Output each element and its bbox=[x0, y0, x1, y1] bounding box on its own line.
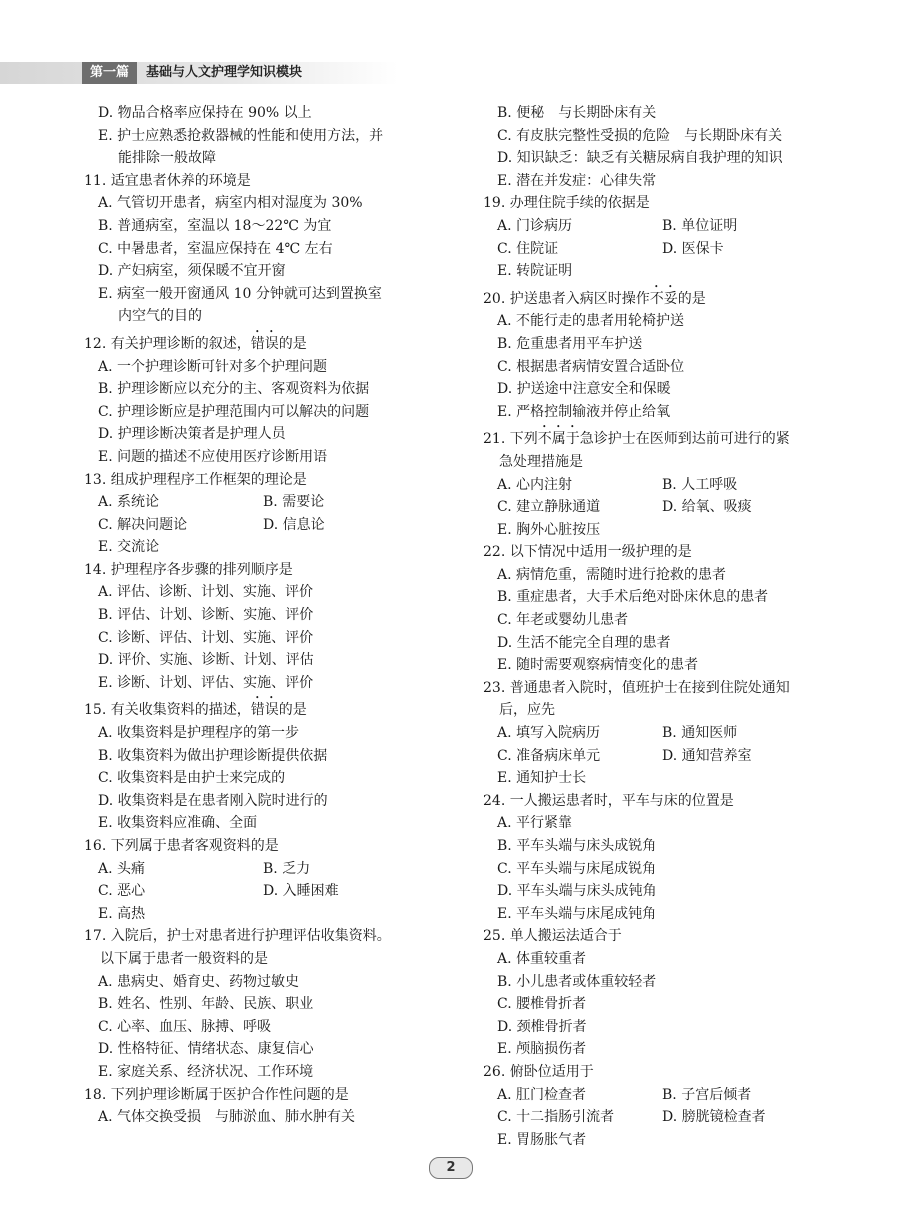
option: C. 腰椎骨折者 bbox=[497, 996, 587, 1013]
option: D. 通知营养室 bbox=[662, 747, 752, 764]
page-header bbox=[0, 62, 398, 84]
stem-continuation: 以下属于患者一般资料的是 bbox=[100, 950, 268, 967]
option: A. 一个护理诊断可针对多个护理问题 bbox=[98, 358, 328, 375]
option: C. 解决问题论 bbox=[98, 516, 188, 533]
question-24 bbox=[483, 790, 813, 926]
emphasis-text: 错误 bbox=[250, 335, 279, 352]
option: D. 膀胱镜检查者 bbox=[662, 1109, 766, 1126]
left-column bbox=[84, 102, 414, 1129]
option: A. 头痛 bbox=[98, 860, 146, 877]
option: C. 护理诊断应是护理范围内可以解决的问题 bbox=[98, 403, 370, 420]
question-19 bbox=[483, 192, 813, 282]
question-22 bbox=[483, 541, 813, 677]
option: A. 评估、诊断、计划、实施、评价 bbox=[98, 584, 314, 601]
option: D. 入睡困难 bbox=[263, 883, 339, 900]
option: E. 平车头端与床尾成钝角 bbox=[497, 905, 657, 922]
question-stem: 17. 入院后，护士对患者进行护理评估收集资料。 bbox=[84, 928, 391, 945]
option: B. 普通病室，室温以 18～22℃ 为宜 bbox=[98, 217, 332, 234]
option: B. 姓名、性别、年龄、民族、职业 bbox=[98, 996, 314, 1013]
option: A. 不能行走的患者用轮椅护送 bbox=[497, 313, 685, 330]
question-stem: 15. 有关收集资料的描述，错误的是 bbox=[84, 702, 307, 719]
question-stem: 23. 普通患者入院时，值班护士在接到住院处通知 bbox=[483, 679, 790, 696]
option: D. 物品合格率应保持在 90% 以上 bbox=[98, 105, 312, 121]
option: C. 准备病床单元 bbox=[497, 747, 601, 764]
option: B. 护理诊断应以充分的主、客观资料为依据 bbox=[98, 381, 370, 398]
option: B. 评估、计划、诊断、实施、评价 bbox=[98, 607, 314, 624]
question-21 bbox=[483, 423, 813, 541]
option: E. 转院证明 bbox=[497, 263, 573, 280]
option: E. 护士应熟悉抢救器械的性能和使用方法，并 bbox=[98, 127, 384, 144]
option: C. 根据患者病情安置合适卧位 bbox=[497, 358, 685, 375]
page-number: 2 bbox=[429, 1157, 473, 1179]
option: D. 颈椎骨折者 bbox=[497, 1018, 587, 1035]
option: A. 平行紧靠 bbox=[497, 815, 573, 832]
option: A. 病情危重，需随时进行抢救的患者 bbox=[497, 566, 727, 583]
option: B. 小儿患者或体重较轻者 bbox=[497, 973, 657, 990]
question-14 bbox=[84, 559, 414, 695]
option: A. 收集资料是护理程序的第一步 bbox=[98, 725, 300, 742]
option: A. 患病史、婚育史、药物过敏史 bbox=[98, 973, 300, 990]
option: A. 肛门检查者 bbox=[497, 1086, 587, 1103]
stem-continuation: 后，应先 bbox=[499, 702, 555, 719]
option: C. 诊断、评估、计划、实施、评价 bbox=[98, 629, 314, 646]
option: A. 气管切开患者，病室内相对湿度为 30% bbox=[98, 195, 363, 212]
option: E. 随时需要观察病情变化的患者 bbox=[497, 657, 699, 674]
option: E. 颅脑损伤者 bbox=[497, 1041, 587, 1058]
option: C. 有皮肤完整性受损的危险 与长期卧床有关 bbox=[497, 127, 783, 144]
question-stem: 22. 以下情况中适用一级护理的是 bbox=[483, 544, 692, 561]
option: B. 需要论 bbox=[263, 494, 325, 511]
option: C. 中暑患者，室温应保持在 4℃ 左右 bbox=[98, 240, 333, 257]
question-stem: 26. 俯卧位适用于 bbox=[483, 1063, 594, 1080]
option: E. 高热 bbox=[98, 905, 146, 922]
option: D. 知识缺乏：缺乏有关糖尿病自我护理的知识 bbox=[497, 150, 783, 167]
option: A. 门诊病历 bbox=[497, 217, 573, 234]
option: A. 体重较重者 bbox=[497, 950, 587, 967]
option: E. 严格控制输液并停止给氧 bbox=[497, 403, 671, 420]
option: D. 平车头端与床头成钝角 bbox=[497, 883, 657, 900]
option: B. 单位证明 bbox=[662, 217, 738, 234]
emphasis-text: 不妥 bbox=[649, 290, 678, 307]
question-stem: 20. 护送患者入病区时操作不妥的是 bbox=[483, 290, 706, 307]
option: C. 恶心 bbox=[98, 883, 146, 900]
question-15 bbox=[84, 694, 414, 835]
option: A. 心内注射 bbox=[497, 476, 573, 493]
option: E. 胸外心脏按压 bbox=[497, 521, 601, 538]
section-label: 第一篇 bbox=[82, 62, 137, 84]
question-25 bbox=[483, 925, 813, 1061]
option: B. 危重患者用平车护送 bbox=[497, 335, 643, 352]
option: E. 病室一般开窗通风 10 分钟就可达到置换室 bbox=[98, 285, 382, 302]
option: D. 给氧、吸痰 bbox=[662, 499, 752, 516]
emphasis-text: 不属于 bbox=[537, 431, 580, 448]
question-11 bbox=[84, 170, 414, 328]
question-13 bbox=[84, 469, 414, 559]
option: C. 住院证 bbox=[497, 240, 559, 257]
option: E. 胃肠胀气者 bbox=[497, 1131, 587, 1148]
stem-continuation: 急处理措施是 bbox=[499, 453, 583, 470]
option: C. 平车头端与床尾成锐角 bbox=[497, 860, 657, 877]
option: C. 收集资料是由护士来完成的 bbox=[98, 770, 286, 787]
option: D. 信息论 bbox=[263, 516, 325, 533]
option: D. 护理诊断决策者是护理人员 bbox=[98, 426, 286, 443]
option: B. 子宫后倾者 bbox=[662, 1086, 752, 1103]
option: E. 问题的描述不应使用医疗诊断用语 bbox=[98, 448, 328, 465]
question-12 bbox=[84, 328, 414, 469]
option: B. 通知医师 bbox=[662, 725, 738, 742]
question-18 bbox=[84, 1084, 414, 1129]
option: C. 建立静脉通道 bbox=[497, 499, 601, 516]
option: E. 诊断、计划、评估、实施、评价 bbox=[98, 674, 314, 691]
question-stem: 16. 下列属于患者客观资料的是 bbox=[84, 838, 279, 854]
option: C. 十二指肠引流者 bbox=[497, 1109, 615, 1126]
question-20 bbox=[483, 283, 813, 424]
option: A. 系统论 bbox=[98, 494, 160, 511]
option: B. 重症患者，大手术后绝对卧床休息的患者 bbox=[497, 589, 769, 606]
option: B. 人工呼吸 bbox=[662, 476, 738, 493]
question-stem: 14. 护理程序各步骤的排列顺序是 bbox=[84, 561, 293, 578]
question-18-tail bbox=[483, 102, 813, 192]
question-stem: 11. 适宜患者休养的环境是 bbox=[84, 172, 251, 189]
option: E. 家庭关系、经济状况、工作环境 bbox=[98, 1063, 314, 1080]
question-stem: 19. 办理住院手续的依据是 bbox=[483, 195, 650, 212]
option: B. 平车头端与床头成锐角 bbox=[497, 838, 657, 854]
option: D. 评价、实施、诊断、计划、评估 bbox=[98, 652, 314, 669]
option: A. 填写入院病历 bbox=[497, 725, 601, 742]
option: D. 生活不能完全自理的患者 bbox=[497, 634, 671, 651]
question-23 bbox=[483, 677, 813, 790]
question-16 bbox=[84, 835, 414, 925]
option: C. 心率、血压、脉搏、呼吸 bbox=[98, 1018, 272, 1035]
option: D. 护送途中注意安全和保暖 bbox=[497, 381, 671, 398]
option: B. 便秘 与长期卧床有关 bbox=[497, 105, 657, 121]
question-10-tail bbox=[84, 102, 414, 170]
option: C. 年老或婴幼儿患者 bbox=[497, 612, 629, 629]
emphasis-text: 错误 bbox=[250, 702, 279, 719]
option: E. 交流论 bbox=[98, 539, 160, 556]
option: D. 产妇病室，须保暖不宜开窗 bbox=[98, 263, 286, 280]
question-17 bbox=[84, 925, 414, 1083]
right-column bbox=[483, 102, 813, 1151]
question-stem: 21. 下列不属于急诊护士在医师到达前可进行的紧 bbox=[483, 431, 790, 448]
option-continuation: 能排除一般故障 bbox=[118, 150, 216, 167]
question-26 bbox=[483, 1061, 813, 1151]
question-stem: 18. 下列护理诊断属于医护合作性问题的是 bbox=[84, 1086, 349, 1103]
option: E. 通知护士长 bbox=[497, 770, 587, 787]
option: D. 医保卡 bbox=[662, 240, 724, 257]
question-stem: 12. 有关护理诊断的叙述，错误的是 bbox=[84, 335, 307, 352]
question-stem: 24. 一人搬运患者时，平车与床的位置是 bbox=[483, 792, 734, 809]
option: B. 收集资料为做出护理诊断提供依据 bbox=[98, 747, 328, 764]
option: D. 收集资料是在患者刚入院时进行的 bbox=[98, 792, 328, 809]
option-continuation: 内空气的目的 bbox=[118, 308, 202, 325]
option: B. 乏力 bbox=[263, 860, 311, 877]
option: E. 收集资料应准确、全面 bbox=[98, 815, 258, 832]
option: D. 性格特征、情绪状态、康复信心 bbox=[98, 1041, 314, 1058]
option: A. 气体交换受损 与肺淤血、肺水肿有关 bbox=[98, 1109, 356, 1126]
section-title: 基础与人文护理学知识模块 bbox=[146, 65, 303, 80]
question-stem: 25. 单人搬运法适合于 bbox=[483, 928, 622, 945]
option: E. 潜在并发症：心律失常 bbox=[497, 172, 657, 189]
question-stem: 13. 组成护理程序工作框架的理论是 bbox=[84, 471, 307, 488]
